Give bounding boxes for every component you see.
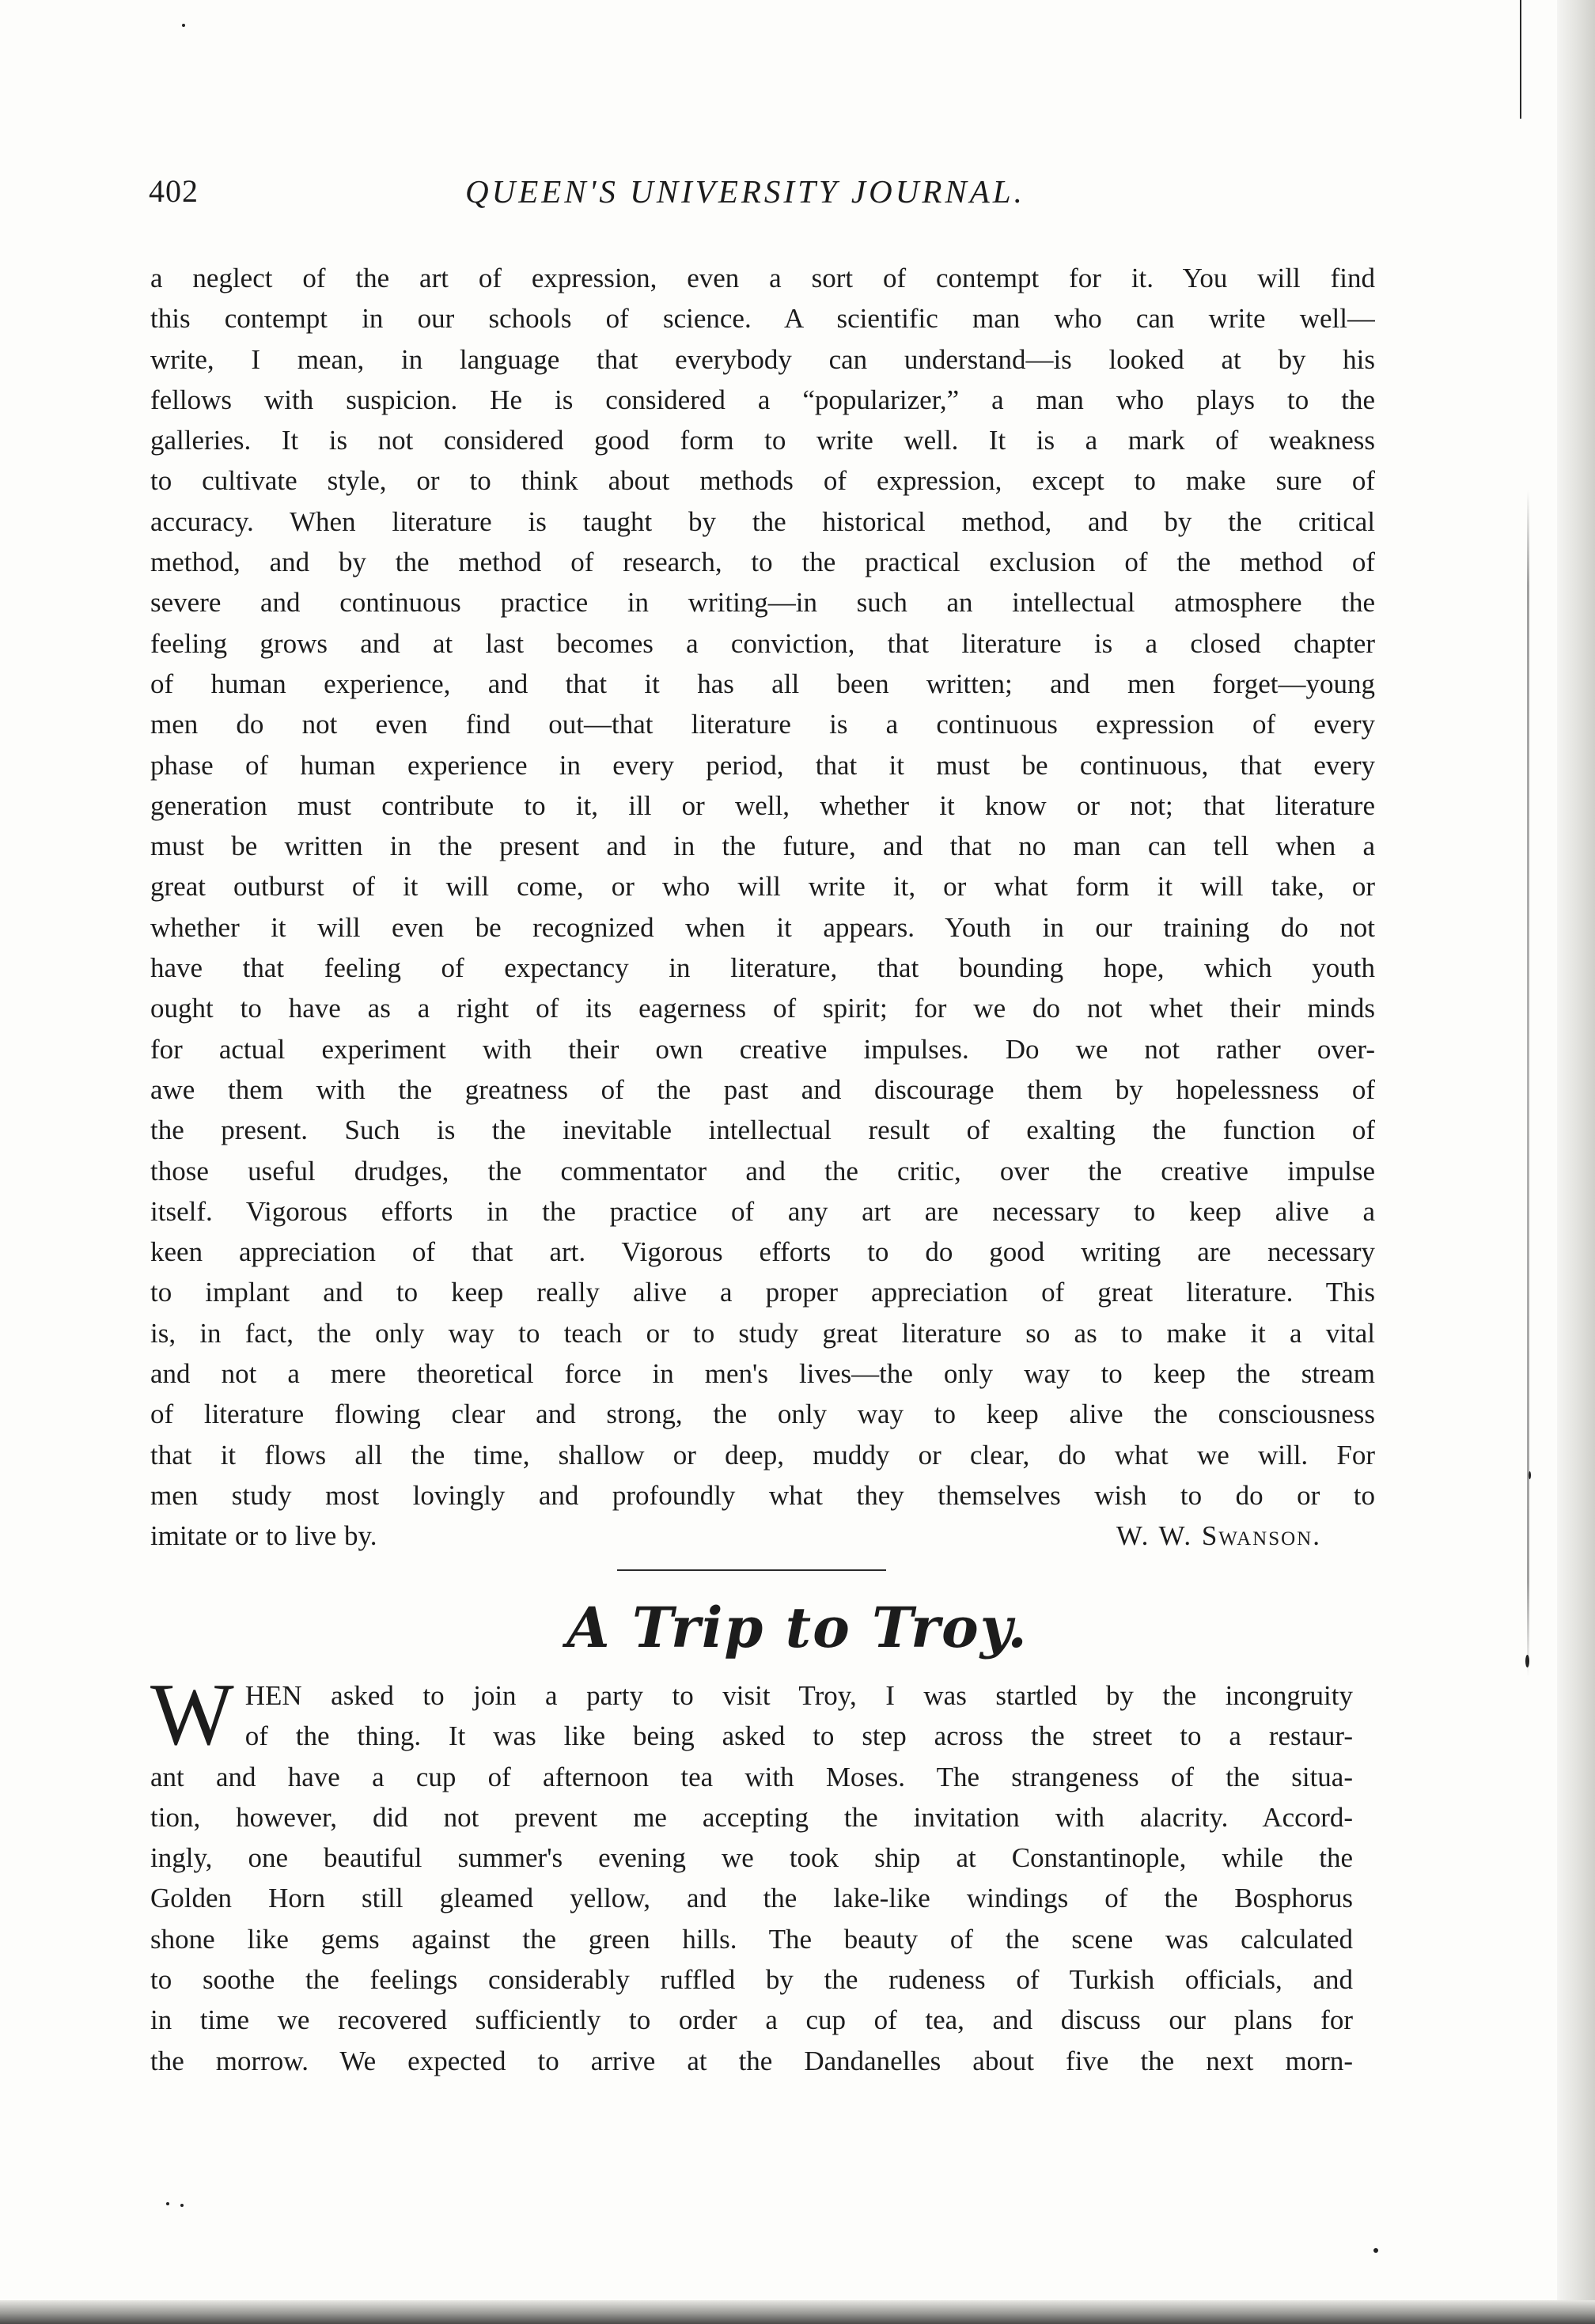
page-number: 402 [149,173,199,209]
text-line: tion, however, did not prevent me accepting the invitation with alacrity. Accord- [150,1801,1353,1833]
text-line: must be written in the present and in the future, and that no man can tell when a [150,831,1375,862]
text-line: ingly, one beautiful summer's evening we took ship at Constantinople, while the [150,1842,1353,1874]
section-divider [617,1569,886,1571]
text-line: that it flows all the time, shallow or deep, muddy or clear, do what we will. For [150,1439,1375,1470]
article-title: A Trip to Troy. [566,1595,1029,1660]
drop-cap: W [150,1666,234,1764]
text-line: severe and continuous practice in writing—in such an intellectual atmosphere the [150,587,1375,619]
text-line: HEN asked to join a party to visit Troy, I was startled by the incongruity [244,1680,1353,1711]
text-line: Golden Horn still gleamed yellow, and the lake-like windings of the Bosphorus [150,1883,1353,1914]
text-line: method, and by the method of research, to the practical exclusion of the method of [150,547,1375,578]
text-line: ant and have a cup of afternoon tea with Moses. The strangeness of the situa- [150,1761,1353,1792]
text-line: the morrow. We expected to arrive at the Dandanelles about five the next morn- [150,2045,1353,2076]
scan-edge-bottom [0,2300,1595,2324]
article-continuation [150,258,1375,1557]
running-title: QUEEN'S UNIVERSITY JOURNAL. [465,173,1025,210]
text-line: of literature flowing clear and strong, the only way to keep alive the consciousness [150,1399,1375,1430]
text-line: to implant and to keep really alive a proper appreciation of great literature. This [150,1277,1375,1308]
scan-edge-right [1557,0,1595,2324]
text-line: keen appreciation of that art. Vigorous efforts to do good writing are necessary [150,1236,1375,1268]
scan-speck [182,24,185,27]
text-line: imitate or to live by. [150,1520,377,1552]
text-line: the present. Such is the inevitable intellectual result of exalting the function of [150,1115,1375,1146]
text-line: ought to have as a right of its eagerness of spirit; for we do not whet their minds [150,993,1375,1024]
text-line: have that feeling of expectancy in literature, that bounding hope, which youth [150,952,1375,984]
text-line: is, in fact, the only way to teach or to study great literature so as to make it a vital [150,1317,1375,1349]
text-line: of the thing. It was like being asked to step across the street to a restaur- [244,1720,1353,1752]
author-signature: W. W. Swanson. [1116,1520,1321,1552]
text-line: awe them with the greatness of the past and discourage them by hopelessness of [150,1073,1375,1105]
text-line: galleries. It is not considered good form to write well. It is a mark of weakness [150,425,1375,456]
scan-speck [166,2202,169,2205]
text-line: men study most lovingly and profoundly what they themselves wish to do or to [150,1479,1375,1511]
text-line: and not a mere theoretical force in men's lives—the only way to keep the stream [150,1358,1375,1390]
text-line: to soothe the feelings considerably ruffled by the rudeness of Turkish officials, and [150,1964,1353,1996]
text-line: generation must contribute to it, ill or well, whether it know or not; that literature [150,789,1375,821]
article-body [150,1666,1353,2081]
scan-edge-shadow [1527,490,1529,1677]
text-line: feeling grows and at last becomes a conviction, that literature is a closed chapter [150,627,1375,659]
scan-speck [180,2204,184,2207]
closing-line [150,1516,1375,1556]
scan-speck [1373,2248,1378,2253]
text-line: fellows with suspicion. He is considered a “popularizer,” a man who plays to the [150,384,1375,415]
text-line: itself. Vigorous efforts in the practice of any art are necessary to keep alive a [150,1195,1375,1227]
text-line: shone like gems against the green hills. The beauty of the scene was calculated [150,1923,1353,1955]
text-line: in time we recovered sufficiently to order a cup of tea, and discuss our plans for [150,2004,1353,2036]
text-line: those useful drudges, the commentator and the critic, over the creative impulse [150,1155,1375,1187]
text-line: this contempt in our schools of science. A scientific man who can write well— [150,303,1375,335]
text-line: of human experience, and that it has all been written; and men forget—young [150,668,1375,699]
scan-edge-line [1520,0,1521,119]
text-line: great outburst of it will come, or who will write it, or what form it will take, or [150,871,1375,903]
text-line: accuracy. When literature is taught by the historical method, and by the critical [150,505,1375,537]
text-line: a neglect of the art of expression, even a sort of contempt for it. You will find [150,263,1375,293]
text-line: phase of human experience in every period, that it must be continuous, that every [150,749,1375,781]
text-line: men do not even find out—that literature is a continuous expression of every [150,709,1375,740]
text-line: for actual experiment with their own creative impulses. Do we not rather over- [150,1033,1375,1065]
text-line: write, I mean, in language that everybody can understand—is looked at by his [150,343,1375,375]
scan-speck [1529,1471,1531,1479]
text-line: whether it will even be recognized when it appears. Youth in our training do not [150,911,1375,943]
text-line: to cultivate style, or to think about methods of expression, except to make sure of [150,465,1375,497]
page-header [149,172,1383,220]
